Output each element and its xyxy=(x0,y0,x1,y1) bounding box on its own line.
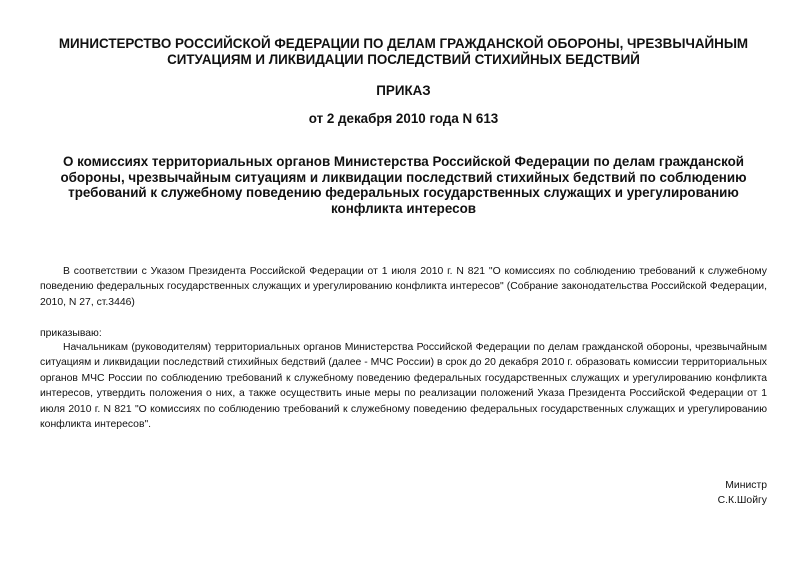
preamble-paragraph: В соответствии с Указом Президента Российской Федерации от 1 июля 2010 г. N 821 "О комиссиях по соблюдению требований к служебному поведению федеральных государственных служащих и урегулированию конфликта интересов" (Собрание законодательства Российской Федерации, 2010, N 27, ст.3446) xyxy=(40,266,767,308)
signatory-name: С.К.Шойгу xyxy=(717,495,767,507)
decree-word: приказываю: xyxy=(40,328,102,339)
document-title: О комиссиях территориальных органов Министерства Российской Федерации по делам гражданской обороны, чрезвычайным ситуациям и ликвидации последствий стихийных бедствий по соблюдению требований к служебному поведению федеральных государственных служащих и урегулированию конфликта интересов xyxy=(60,154,747,216)
order-paragraph: Начальникам (руководителям) территориальных органов Министерства Российской Федерации по делам гражданской обороны, чрезвычайным ситуациям и ликвидации последствий стихийных бедствий (далее - МЧС России) в срок до 20 декабря 2010 г. образовать комиссии территориальных органов МЧС России по соблюдению требований к служебному поведению федеральных государственных служащих и урегулированию конфликта интересов, утвердить положения о них, а также осуществить иные меры по реализации положений Указа Президента Российской Федерации от 1 июля 2010 г. N 821 "О комиссиях по соблюдению требований к служебному поведению федеральных государственных служащих и урегулированию конфликта интересов". xyxy=(40,342,767,431)
ministry-heading: МИНИСТЕРСТВО РОССИЙСКОЙ ФЕДЕРАЦИИ ПО ДЕЛАМ ГРАЖДАНСКОЙ ОБОРОНЫ, ЧРЕЗВЫЧАЙНЫМ СИТУАЦИЯМ И ЛИКВИДАЦИИ ПОСЛЕДСТВИЙ СТИХИЙНЫХ БЕДСТВИЙ xyxy=(58,36,749,67)
document-date-number: от 2 декабря 2010 года N 613 xyxy=(308,111,499,126)
signature-block xyxy=(718,478,767,509)
signatory-position: Министр xyxy=(725,480,767,491)
document-type: ПРИКАЗ xyxy=(376,83,431,98)
